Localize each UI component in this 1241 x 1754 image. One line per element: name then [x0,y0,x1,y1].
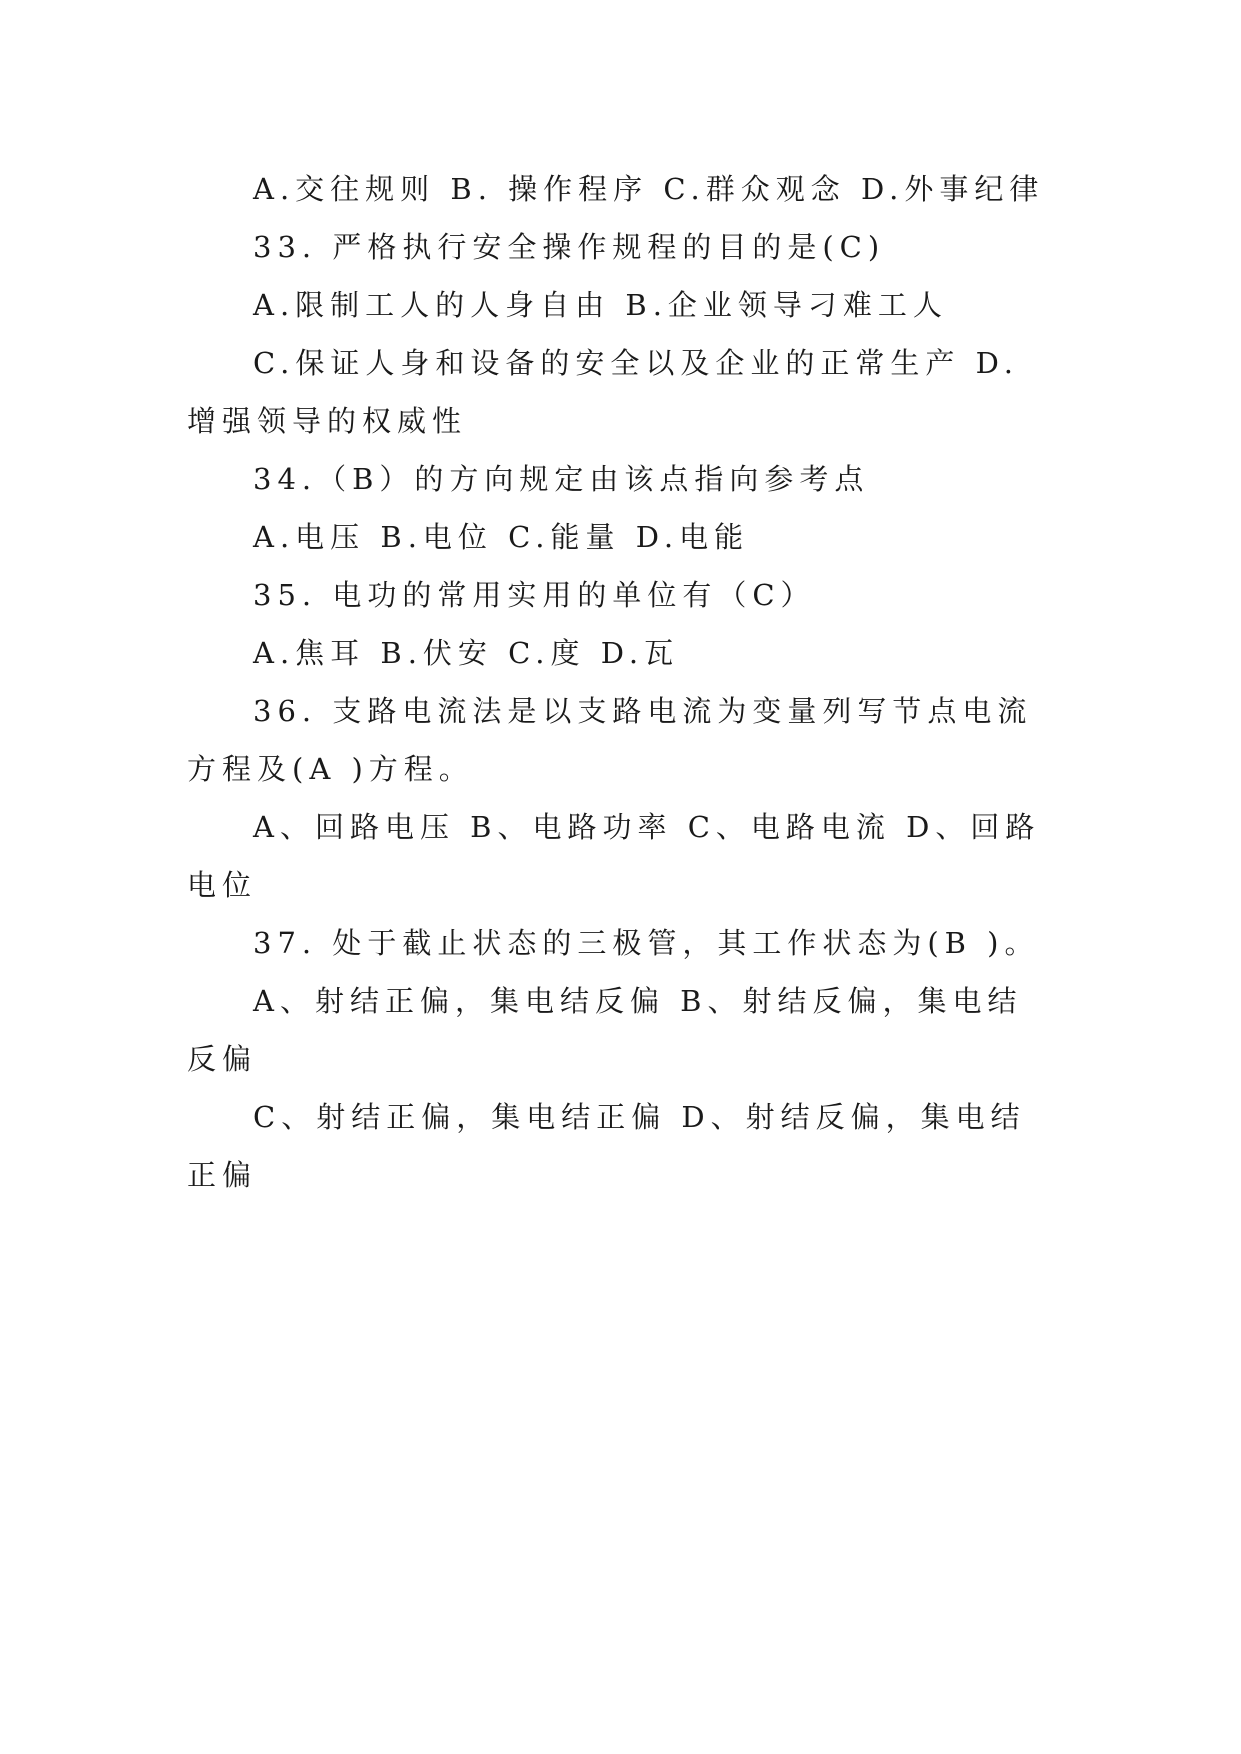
option-line-35: A.焦耳 B.伏安 C.度 D.瓦 [253,636,680,670]
option-line-34: A.电压 B.电位 C.能量 D.电能 [253,520,750,554]
question-33: 33. 严格执行安全操作规程的目的是(C) [253,230,886,264]
question-37: 37. 处于截止状态的三极管，其工作状态为(B )。 [253,926,1040,960]
question-36: 36. 支路电流法是以支路电流为变量列写节点电流方程及(A )方程。 [187,694,1033,786]
option-line-33b: C.保证人身和设备的安全以及企业的正常生产 D.增强领导的权威性 [187,346,1020,438]
question-35: 35. 电功的常用实用的单位有（C） [253,578,816,612]
option-line-37b: C、射结正偏，集电结正偏 D、射结反偏，集电结正偏 [187,1100,1026,1192]
option-line-37a: A、射结正偏，集电结反偏 B、射结反偏，集电结反偏 [187,984,1023,1076]
option-line-36: A、回路电压 B、电路功率 C、电路电流 D、回路电位 [187,810,1041,902]
question-34: 34.（B）的方向规定由该点指向参考点 [253,462,870,496]
question-list [187,160,1053,1204]
option-line-33a: A.限制工人的人身自由 B.企业领导刁难工人 [253,288,948,322]
option-line-32: A.交往规则 B. 操作程序 C.群众观念 D.外事纪律 [253,172,1045,206]
